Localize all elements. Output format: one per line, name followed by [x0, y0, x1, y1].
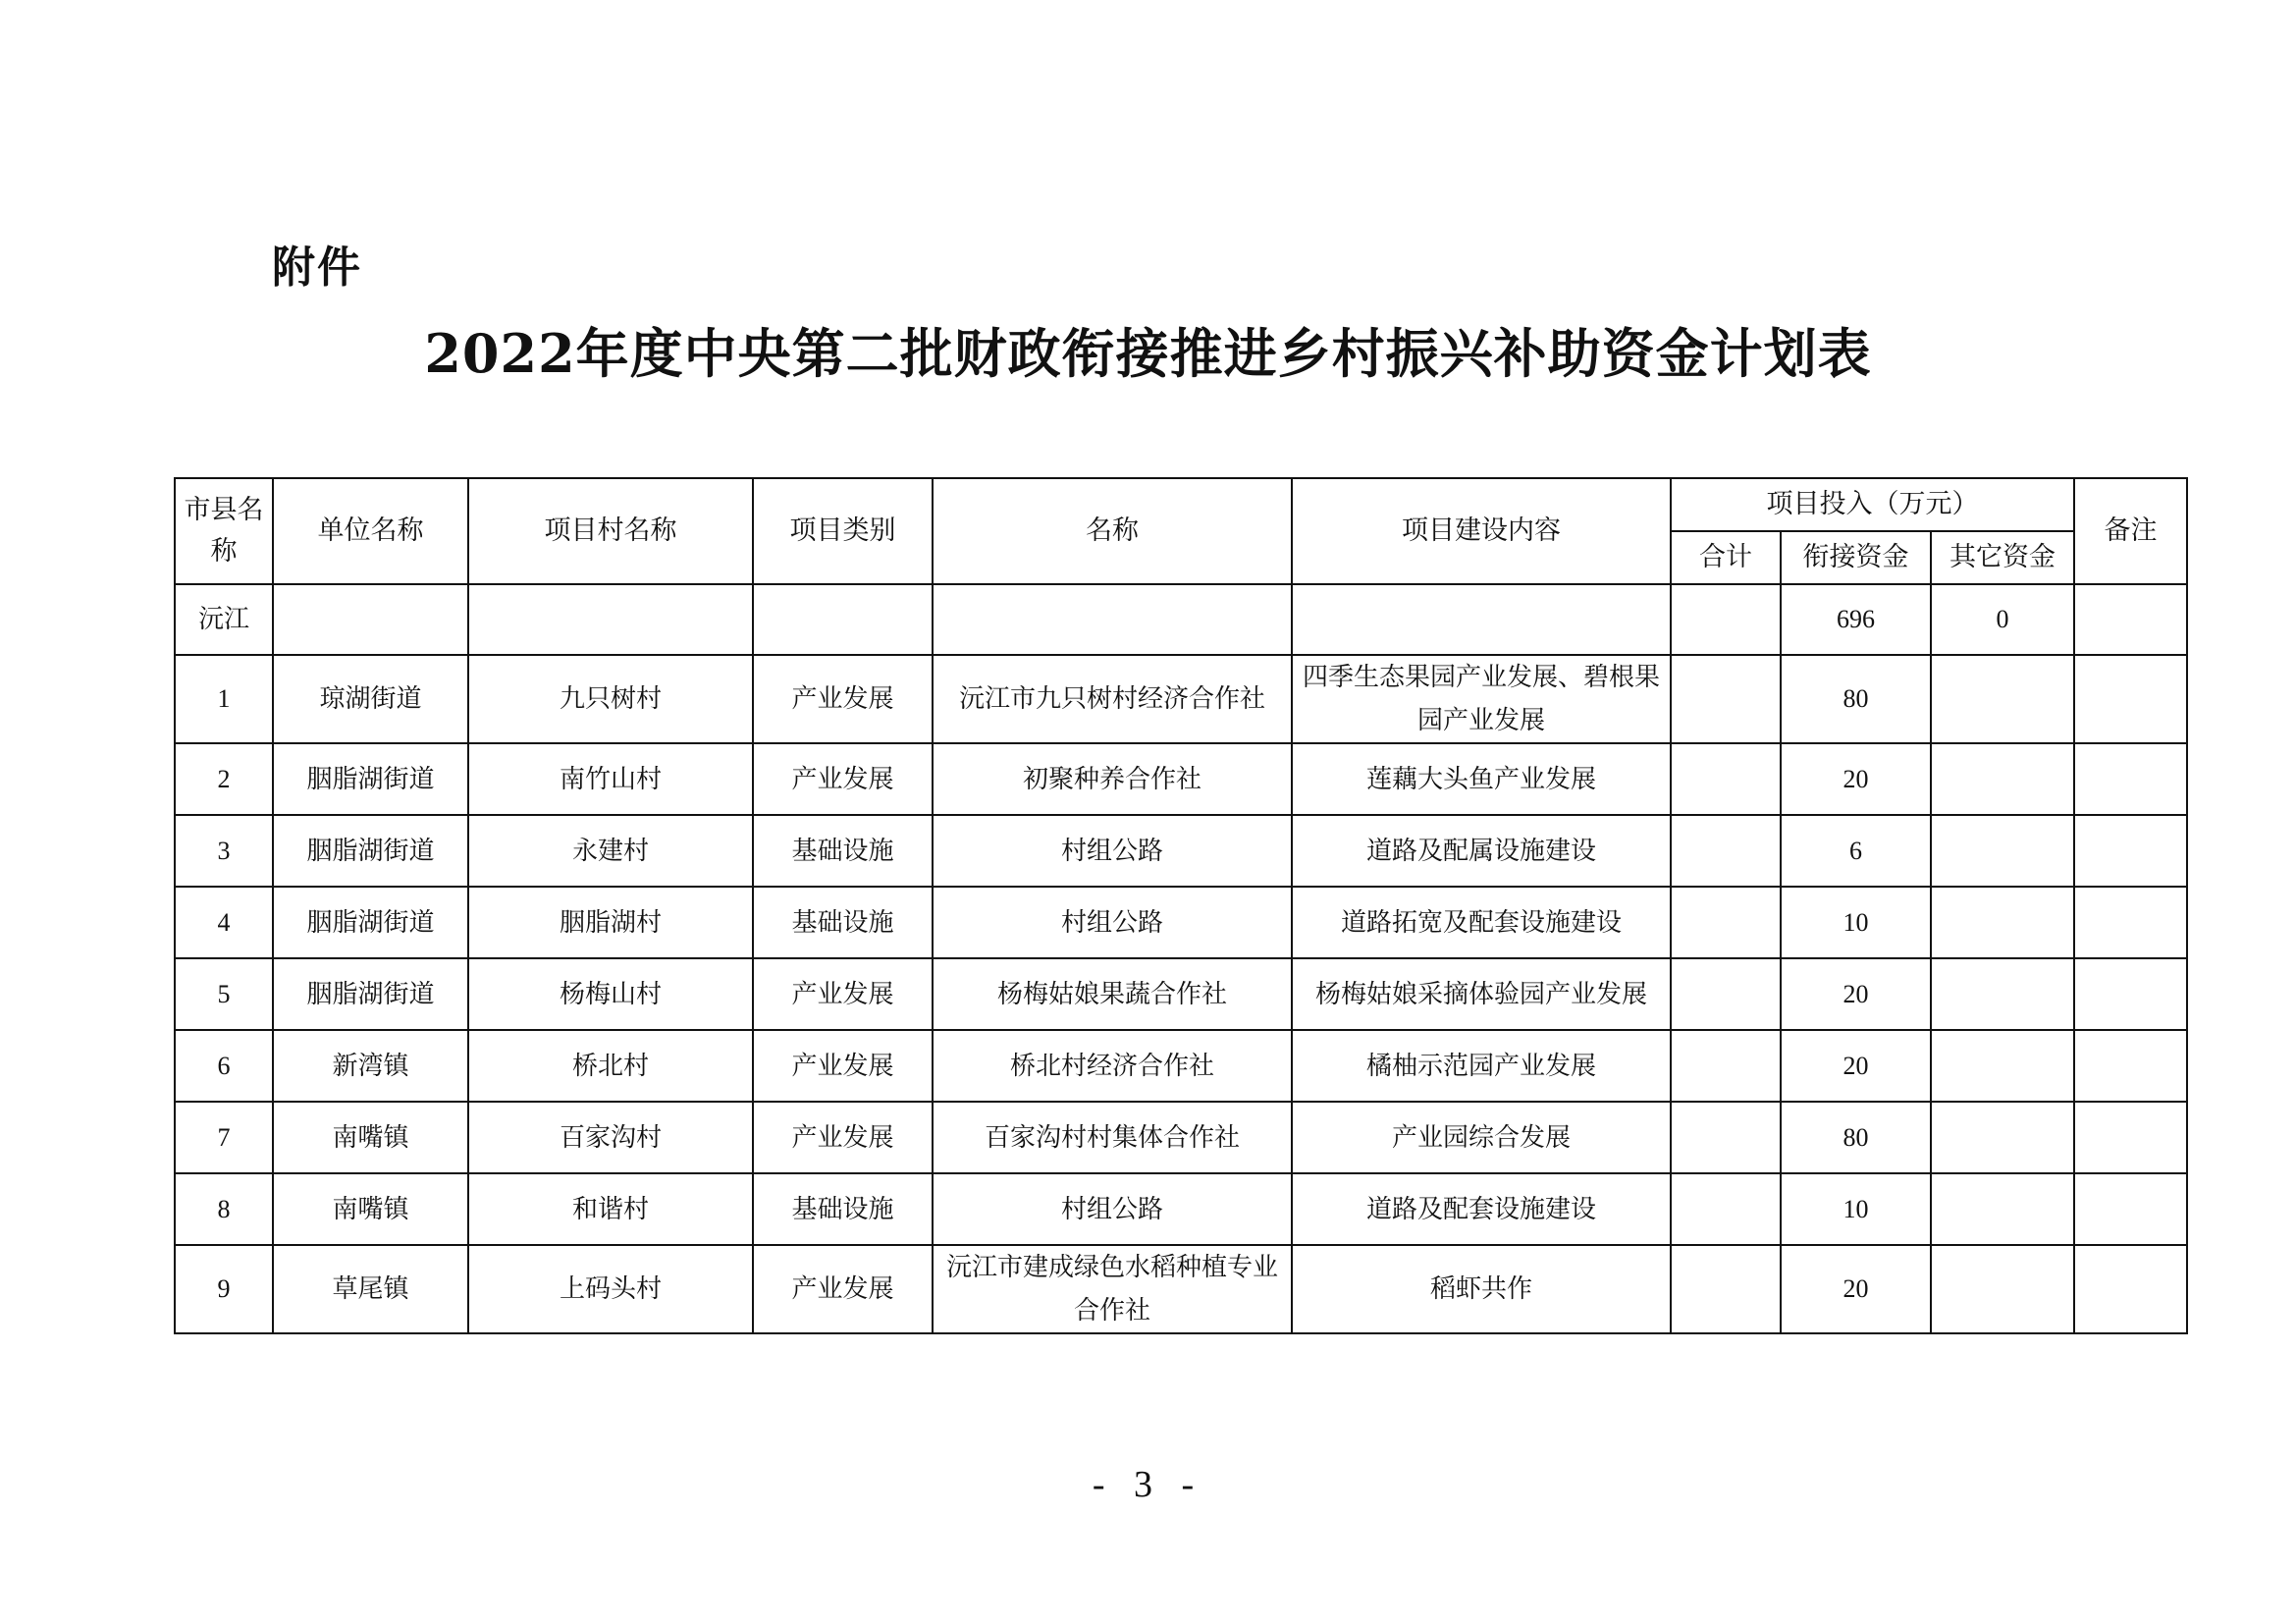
summary-remarks [2074, 584, 2187, 655]
row-total [1671, 958, 1781, 1030]
summary-village [468, 584, 753, 655]
header-content: 项目建设内容 [1292, 478, 1671, 584]
row-village: 百家沟村 [468, 1102, 753, 1173]
summary-content [1292, 584, 1671, 655]
table-row [175, 1102, 2187, 1173]
row-number: 8 [175, 1173, 273, 1245]
row-remarks [2074, 958, 2187, 1030]
row-name: 沅江市建成绿色水稻种植专业合作社 [933, 1245, 1292, 1333]
header-linkage-funds: 衔接资金 [1781, 531, 1931, 584]
row-category: 产业发展 [753, 1245, 933, 1333]
row-remarks [2074, 815, 2187, 887]
row-number: 7 [175, 1102, 273, 1173]
row-content: 橘柚示范园产业发展 [1292, 1030, 1671, 1102]
row-linkage: 10 [1781, 1173, 1931, 1245]
row-village: 杨梅山村 [468, 958, 753, 1030]
row-total [1671, 1030, 1781, 1102]
row-other [1931, 655, 2074, 743]
row-number: 3 [175, 815, 273, 887]
row-village: 胭脂湖村 [468, 887, 753, 958]
row-content: 四季生态果园产业发展、碧根果园产业发展 [1292, 655, 1671, 743]
row-name: 百家沟村村集体合作社 [933, 1102, 1292, 1173]
row-unit: 新湾镇 [273, 1030, 468, 1102]
header-unit-name: 单位名称 [273, 478, 468, 584]
row-name: 桥北村经济合作社 [933, 1030, 1292, 1102]
row-other [1931, 887, 2074, 958]
row-category: 基础设施 [753, 815, 933, 887]
row-linkage: 6 [1781, 815, 1931, 887]
row-content: 道路拓宽及配套设施建设 [1292, 887, 1671, 958]
page-title: 2022年度中央第二批财政衔接推进乡村振兴补助资金计划表 [424, 322, 1872, 385]
row-total [1671, 1245, 1781, 1333]
row-category: 产业发展 [753, 1102, 933, 1173]
header-category: 项目类别 [753, 478, 933, 584]
row-village: 南竹山村 [468, 743, 753, 815]
row-other [1931, 1102, 2074, 1173]
row-unit: 胭脂湖街道 [273, 815, 468, 887]
table-row [175, 887, 2187, 958]
row-total [1671, 887, 1781, 958]
row-unit: 草尾镇 [273, 1245, 468, 1333]
row-unit: 胭脂湖街道 [273, 887, 468, 958]
row-linkage: 80 [1781, 655, 1931, 743]
row-other [1931, 1030, 2074, 1102]
table-header-row [175, 478, 2187, 531]
row-name: 村组公路 [933, 887, 1292, 958]
header-total: 合计 [1671, 531, 1781, 584]
row-remarks [2074, 1173, 2187, 1245]
header-investment-group: 项目投入（万元） [1671, 478, 2074, 531]
row-unit: 胭脂湖街道 [273, 743, 468, 815]
row-other [1931, 743, 2074, 815]
row-unit: 胭脂湖街道 [273, 958, 468, 1030]
summary-total [1671, 584, 1781, 655]
table-row [175, 1245, 2187, 1333]
row-other [1931, 1173, 2074, 1245]
row-category: 基础设施 [753, 887, 933, 958]
summary-unit [273, 584, 468, 655]
row-content: 产业园综合发展 [1292, 1102, 1671, 1173]
row-content: 杨梅姑娘采摘体验园产业发展 [1292, 958, 1671, 1030]
row-number: 9 [175, 1245, 273, 1333]
row-remarks [2074, 1102, 2187, 1173]
summary-row [175, 584, 2187, 655]
row-number: 5 [175, 958, 273, 1030]
row-other [1931, 815, 2074, 887]
row-content: 道路及配属设施建设 [1292, 815, 1671, 887]
row-linkage: 80 [1781, 1102, 1931, 1173]
row-remarks [2074, 743, 2187, 815]
header-other-funds: 其它资金 [1931, 531, 2074, 584]
summary-category [753, 584, 933, 655]
row-number: 6 [175, 1030, 273, 1102]
summary-name [933, 584, 1292, 655]
table-row [175, 743, 2187, 815]
row-linkage: 20 [1781, 1245, 1931, 1333]
row-remarks [2074, 1030, 2187, 1102]
row-category: 产业发展 [753, 1030, 933, 1102]
row-total [1671, 743, 1781, 815]
row-category: 产业发展 [753, 655, 933, 743]
row-unit: 琼湖街道 [273, 655, 468, 743]
row-content: 莲藕大头鱼产业发展 [1292, 743, 1671, 815]
row-linkage: 20 [1781, 743, 1931, 815]
row-linkage: 10 [1781, 887, 1931, 958]
attachment-label: 附件 [272, 243, 362, 293]
table-row [175, 1173, 2187, 1245]
row-total [1671, 655, 1781, 743]
row-number: 1 [175, 655, 273, 743]
header-remarks: 备注 [2074, 478, 2187, 584]
table-row [175, 815, 2187, 887]
table-row [175, 958, 2187, 1030]
row-total [1671, 1102, 1781, 1173]
table-row [175, 1030, 2187, 1102]
funding-plan-table [174, 477, 2188, 1334]
row-total [1671, 1173, 1781, 1245]
header-village-name: 项目村名称 [468, 478, 753, 584]
row-name: 杨梅姑娘果蔬合作社 [933, 958, 1292, 1030]
row-number: 2 [175, 743, 273, 815]
row-village: 和谐村 [468, 1173, 753, 1245]
row-village: 上码头村 [468, 1245, 753, 1333]
summary-linkage: 696 [1781, 584, 1931, 655]
row-category: 基础设施 [753, 1173, 933, 1245]
row-total [1671, 815, 1781, 887]
summary-other: 0 [1931, 584, 2074, 655]
row-linkage: 20 [1781, 1030, 1931, 1102]
row-village: 桥北村 [468, 1030, 753, 1102]
row-name: 村组公路 [933, 1173, 1292, 1245]
header-name: 名称 [933, 478, 1292, 584]
row-remarks [2074, 887, 2187, 958]
row-name: 沅江市九只树村经济合作社 [933, 655, 1292, 743]
row-content: 道路及配套设施建设 [1292, 1173, 1671, 1245]
row-other [1931, 958, 2074, 1030]
table-row [175, 655, 2187, 743]
row-number: 4 [175, 887, 273, 958]
row-category: 产业发展 [753, 743, 933, 815]
row-unit: 南嘴镇 [273, 1173, 468, 1245]
row-linkage: 20 [1781, 958, 1931, 1030]
row-name: 村组公路 [933, 815, 1292, 887]
row-remarks [2074, 1245, 2187, 1333]
row-unit: 南嘴镇 [273, 1102, 468, 1173]
row-category: 产业发展 [753, 958, 933, 1030]
page-number: - 3 - [1092, 1464, 1204, 1505]
row-name: 初聚种养合作社 [933, 743, 1292, 815]
header-city-county: 市县名称 [175, 478, 273, 584]
summary-city: 沅江 [175, 584, 273, 655]
row-other [1931, 1245, 2074, 1333]
row-remarks [2074, 655, 2187, 743]
row-village: 永建村 [468, 815, 753, 887]
row-content: 稻虾共作 [1292, 1245, 1671, 1333]
row-village: 九只树村 [468, 655, 753, 743]
